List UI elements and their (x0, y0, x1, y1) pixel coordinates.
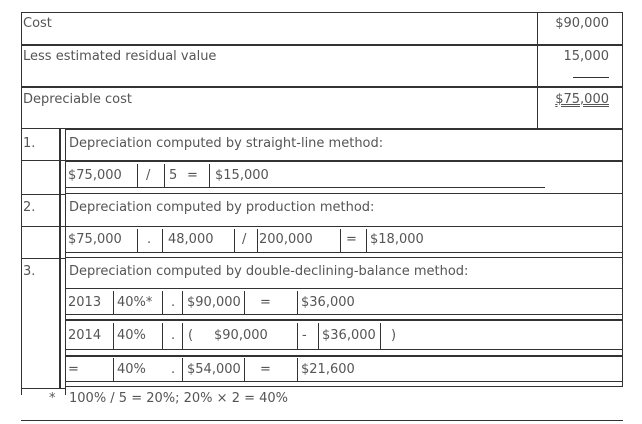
cell-divider (162, 229, 163, 253)
ddb-book-value: $54,000 (187, 362, 241, 377)
calc-underline (65, 349, 623, 350)
calc-operator: ( (188, 328, 194, 343)
cell-divider (209, 164, 210, 188)
ddb-prior-depreciation: $36,000 (322, 328, 376, 343)
cell-divider (297, 291, 298, 315)
ddb-book-value: $90,000 (187, 295, 241, 310)
cell-divider (113, 358, 114, 382)
ddb-year: 2014 (68, 328, 102, 343)
calc-operator: . (171, 295, 176, 310)
subtotal-rule (573, 77, 609, 78)
calc-operator: = (346, 232, 357, 247)
cell-divider (113, 291, 114, 315)
cell-divider (297, 323, 298, 349)
calc-operator: - (302, 328, 307, 343)
cell-divider (164, 164, 165, 188)
cell-divider (137, 229, 138, 253)
ddb-rate: 40% (117, 362, 146, 377)
cell-divider (244, 358, 245, 382)
calc-underline (65, 381, 623, 382)
cell-divider (366, 229, 367, 253)
cell-divider (380, 323, 381, 349)
cell-divider (234, 229, 235, 253)
depreciable-value: $75,000 (555, 92, 609, 107)
calc-result: $21,600 (301, 362, 355, 377)
cell-divider (244, 291, 245, 315)
cell-divider (113, 323, 114, 349)
cell-divider (162, 323, 163, 349)
calc-value: $75,000 (68, 232, 122, 247)
number-column-divider (59, 129, 61, 389)
cell-divider (257, 229, 258, 253)
cost-value: $90,000 (555, 16, 609, 31)
calc-value: 200,000 (259, 232, 313, 247)
cell-divider (182, 291, 183, 315)
calc-operator: = (68, 362, 79, 377)
cell-divider (297, 358, 298, 382)
cell-divider (182, 323, 183, 349)
cell-divider (182, 358, 183, 382)
summary-table (21, 12, 623, 129)
calc-result: $18,000 (370, 232, 424, 247)
section-left-border (21, 129, 22, 395)
calc-result: $15,000 (215, 168, 269, 183)
calc-result: $36,000 (301, 295, 355, 310)
row-divider (21, 194, 65, 195)
calc-operator: = (260, 295, 271, 310)
calc-operator: / (242, 232, 247, 247)
calc-operator: . (171, 328, 176, 343)
row-divider (21, 226, 65, 227)
calc-value: 48,000 (168, 232, 214, 247)
calc-underline (65, 314, 623, 315)
calc-operator: = (187, 168, 198, 183)
method-2-title: Depreciation computed by production method: (69, 200, 375, 215)
cell-divider (318, 323, 319, 349)
cost-label: Cost (23, 16, 52, 31)
ddb-book-value: $90,000 (214, 328, 268, 343)
depreciable-label: Depreciable cost (23, 92, 133, 107)
footnote-text: 100% / 5 = 20%; 20% × 2 = 40% (69, 391, 289, 406)
summary-row-divider (21, 44, 623, 46)
calc-value: $75,000 (68, 168, 122, 183)
ddb-rate: 40% (117, 328, 146, 343)
ddb-rate: 40%* (117, 295, 153, 310)
row-divider (21, 258, 65, 259)
ddb-year: 2013 (68, 295, 102, 310)
cell-divider (137, 164, 138, 188)
row-divider (21, 388, 65, 389)
method-3-number: 3. (23, 264, 36, 279)
method-1-number: 1. (23, 136, 36, 151)
method-1-title: Depreciation computed by straight-line method: (69, 136, 384, 151)
footnote-marker: * (49, 391, 56, 406)
summary-row-divider (21, 86, 623, 88)
calc-operator: / (146, 168, 151, 183)
calc-value: 5 (169, 168, 178, 183)
residual-value: 15,000 (563, 49, 609, 64)
bottom-rule (21, 420, 623, 421)
cell-divider (162, 291, 163, 315)
calc-operator: . (171, 362, 176, 377)
method-3-title: Depreciation computed by double-declining-balance method: (69, 264, 469, 279)
summary-column-divider (537, 12, 538, 129)
calc-operator: ) (391, 328, 397, 343)
residual-label: Less estimated residual value (23, 49, 217, 64)
calc-underline (65, 252, 623, 253)
method-2-number: 2. (23, 200, 36, 215)
row-divider (21, 160, 65, 161)
cell-divider (340, 229, 341, 253)
calc-operator: . (147, 232, 152, 247)
calc-operator: = (260, 362, 271, 377)
calc-underline (65, 187, 545, 188)
